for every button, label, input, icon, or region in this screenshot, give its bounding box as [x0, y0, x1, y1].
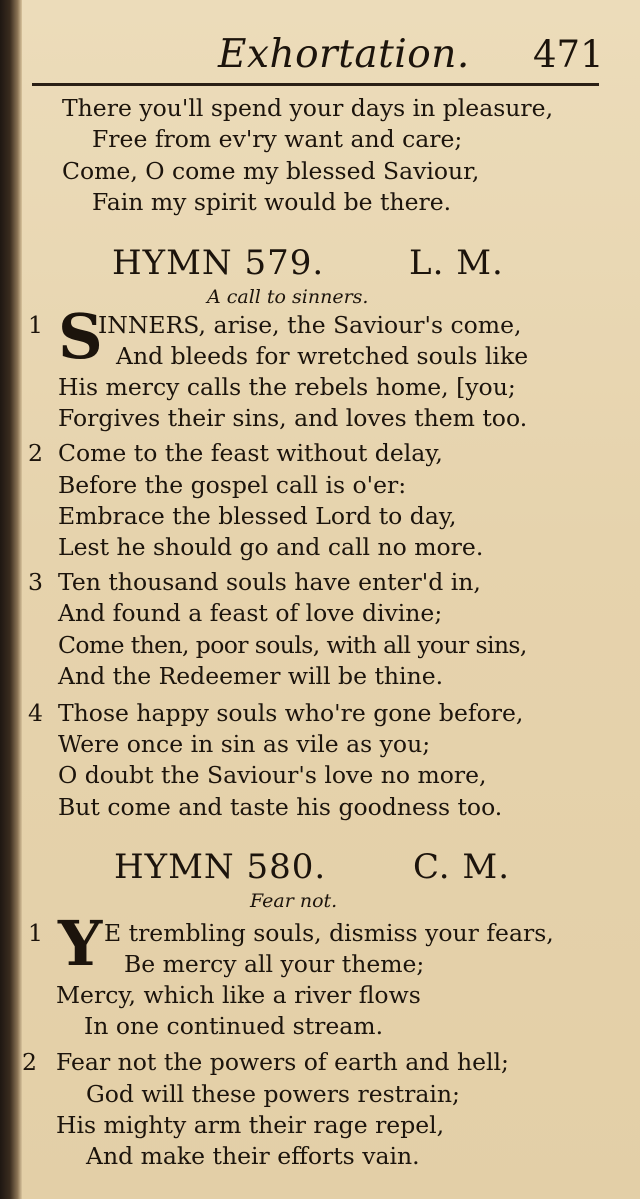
- running-header-title: Exhortation.: [218, 32, 470, 77]
- hymn-580-subtitle: Fear not.: [250, 890, 338, 912]
- verse-number: 1: [28, 311, 43, 339]
- verse-line: Embrace the blessed Lord to day,: [58, 502, 457, 530]
- carryover-line: Come, O come my blessed Saviour,: [62, 157, 480, 185]
- header-rule: [32, 83, 599, 86]
- verse-line: Were once in sin as vile as you;: [58, 730, 431, 758]
- book-spine-edge: [0, 0, 22, 1199]
- carryover-line: Free from ev'ry want and care;: [92, 125, 463, 153]
- verse-number: 4: [28, 699, 43, 727]
- drop-cap: S: [58, 300, 103, 373]
- verse-number: 2: [28, 439, 43, 467]
- page-number: 471: [533, 33, 604, 76]
- verse-line: And make their efforts vain.: [86, 1142, 420, 1170]
- verse-line: In one continued stream.: [84, 1012, 384, 1040]
- verse-line: God will these powers restrain;: [86, 1080, 460, 1108]
- verse-line: Ten thousand souls have enter'd in,: [58, 568, 481, 596]
- hymn-580-title: HYMN 580.: [114, 847, 327, 887]
- verse-line: And found a feast of love divine;: [58, 599, 443, 627]
- verse-number: 2: [22, 1048, 37, 1076]
- verse-line: Fear not the powers of earth and hell;: [56, 1048, 509, 1076]
- verse-line: And the Redeemer will be thine.: [58, 662, 444, 690]
- verse-line: Before the gospel call is o'er:: [58, 471, 407, 499]
- verse-line: And bleeds for wretched souls like: [116, 342, 529, 370]
- hymn-579-subtitle: A call to sinners.: [207, 286, 369, 308]
- hymn-579-title: HYMN 579.: [112, 243, 325, 283]
- verse-line: INNERS, arise, the Saviour's come,: [98, 311, 522, 339]
- verse-line: Lest he should go and call no more.: [58, 533, 484, 561]
- verse-number: 1: [28, 919, 43, 947]
- drop-cap: Y: [58, 907, 103, 980]
- hymn-580-meter: C. M.: [413, 847, 511, 887]
- carryover-line: There you'll spend your days in pleasure,: [62, 94, 554, 122]
- verse-line: Come to the feast without delay,: [58, 439, 443, 467]
- carryover-line: Fain my spirit would be there.: [92, 188, 452, 216]
- verse-line: His mercy calls the rebels home, [you;: [58, 373, 516, 401]
- verse-line: Forgives their sins, and loves them too.: [58, 404, 528, 432]
- verse-line: His mighty arm their rage repel,: [56, 1111, 445, 1139]
- verse-line: But come and taste his goodness too.: [58, 793, 503, 821]
- verse-line: E trembling souls, dismiss your fears,: [104, 919, 554, 947]
- hymn-579-meter: L. M.: [409, 243, 504, 283]
- verse-line: Mercy, which like a river flows: [56, 981, 421, 1009]
- verse-number: 3: [28, 568, 43, 596]
- verse-line: Come then, poor souls, with all your sins,: [58, 631, 527, 659]
- verse-line: Those happy souls who're gone before,: [58, 699, 524, 727]
- verse-line: Be mercy all your theme;: [124, 950, 425, 978]
- verse-line: O doubt the Saviour's love no more,: [58, 761, 487, 789]
